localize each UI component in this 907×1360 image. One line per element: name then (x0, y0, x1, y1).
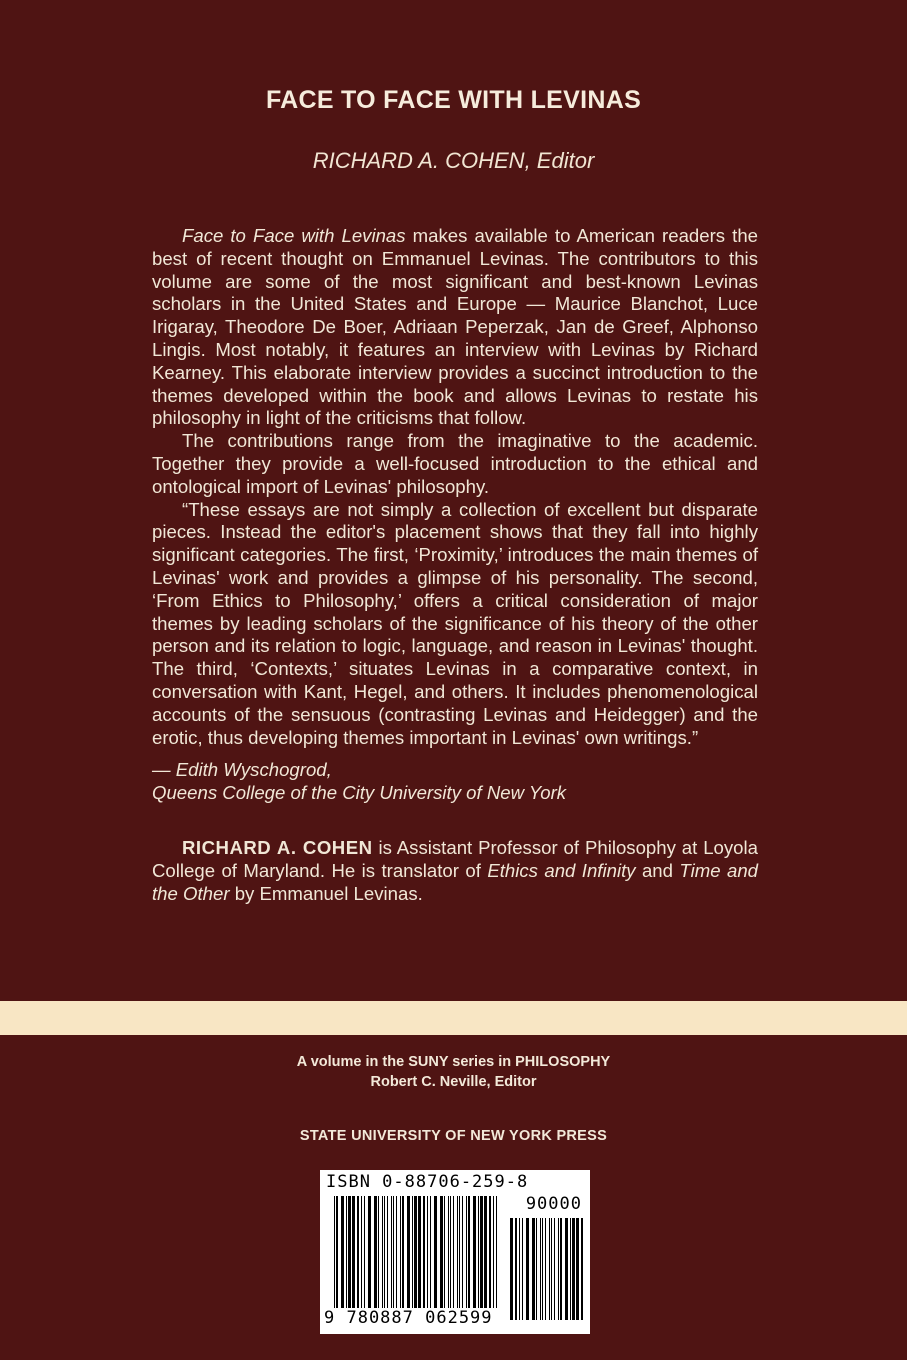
description-paragraph-1 (152, 225, 758, 430)
barcode-bar (453, 1196, 454, 1308)
barcode-bar (418, 1196, 421, 1308)
attribution-affiliation: Queens College of the City University of New York (152, 782, 567, 804)
barcode-bar (515, 1218, 517, 1320)
bio-name: RICHARD A. COHEN (182, 836, 373, 858)
barcode-bar (496, 1196, 497, 1308)
description-text-1: makes available to American readers the best of recent thought on Emmanuel Levinas. The contributors to this volume are some of the most significant and best-known Levinas scholars in the United States and Europe — Maurice Blanchot, Luce Irigaray, Theodore De Boer, Adriaan Peperzak, Jan de Greef, Alphonso Lingis. Most notably, it features an interview with Levinas by Richard Kearney. This elaborate interview provides a succinct introduction to the themes developed within the book and allows Levinas to restate his philosophy in light of the criticisms that follow. (152, 225, 759, 429)
price-code: 90000 (525, 1194, 582, 1214)
editor-role: Editor (530, 148, 595, 173)
barcode-bar (493, 1196, 494, 1308)
editor-name: RICHARD A. COHEN, (312, 148, 531, 173)
barcode-bar (532, 1218, 535, 1320)
barcode-bar (489, 1196, 491, 1308)
bio-text-1: is Assistant Professor of Philosophy at Loyola College of Maryland. He is translator of (152, 836, 758, 881)
ean-number: 9 780887 062599 (324, 1308, 493, 1328)
barcode-bar (522, 1218, 523, 1320)
barcode (320, 1170, 590, 1334)
barcode-bar (357, 1196, 359, 1308)
barcode-bar (341, 1196, 344, 1308)
barcode-bar (364, 1196, 365, 1308)
barcode-bar (414, 1196, 417, 1308)
barcode-bar (581, 1218, 583, 1320)
barcode-bar (444, 1196, 445, 1308)
barcode-bar (334, 1196, 335, 1308)
barcode-bar (396, 1196, 397, 1308)
barcode-bar (457, 1196, 458, 1308)
attribution-name: — Edith Wyschogrod, (152, 759, 332, 781)
bio-text-3: by Emmanuel Levinas. (229, 882, 423, 904)
barcode-bar (384, 1196, 385, 1308)
barcode-bar (560, 1218, 562, 1320)
barcode-bar (526, 1218, 529, 1320)
barcode-bar (368, 1196, 371, 1308)
series-editor: Robert C. Neville, Editor (370, 1074, 537, 1090)
barcode-bar (459, 1196, 460, 1308)
barcode-bar (510, 1218, 513, 1320)
series-info (0, 1052, 907, 1092)
barcode-bar (423, 1196, 425, 1308)
barcode-bar (361, 1196, 362, 1308)
quote-attribution (152, 759, 758, 805)
barcode-bar (572, 1218, 575, 1320)
barcode-bar (519, 1218, 520, 1320)
editor-credit (0, 148, 907, 174)
barcode-bar (382, 1196, 383, 1308)
review-quote: “These essays are not simply a collection of excellent but disparate pieces. Instead the editor's placement shows that they fall into highly significant categories. The first, ‘Proximity,’ introduces the main themes of Levinas' work and provides a glimpse of his personality. The second, ‘From Ethics to Philosophy,’ offers a critical consideration of major themes by leading scholars of the significance of his theory of the other person and its relation to logic, language, and reason in Levinas' thought. The third, ‘Contexts,’ situates Levinas in a comparative context, in conversation with Kant, Hegel, and others. It includes phenomenological accounts of the sensuous (contrasting Levinas and Heidegger) and the erotic, thus developing themes important in Levinas' own writings.” (152, 498, 758, 748)
barcode-bar (430, 1196, 431, 1308)
barcode-bar (554, 1218, 555, 1320)
barcode-bar (450, 1196, 451, 1308)
barcode-bar (536, 1218, 537, 1320)
description-paragraph-2: The contributions range from the imaginative to the academic. Together they provide a well-focused introduction to the ethical and ontological import of Levinas' philosophy. (152, 430, 758, 497)
isbn-label: ISBN 0-88706-259-8 (326, 1172, 529, 1192)
decorative-band (0, 1001, 907, 1035)
series-line: A volume in the SUNY series in PHILOSOPHY (296, 1054, 611, 1070)
barcode-bar (407, 1196, 410, 1308)
barcode-bar (336, 1196, 338, 1308)
barcode-bar (478, 1196, 479, 1308)
barcode-bar (565, 1218, 568, 1320)
barcode-bar (448, 1196, 449, 1308)
barcode-bar (480, 1196, 483, 1308)
barcode-bar (374, 1196, 377, 1308)
barcode-bar (352, 1196, 355, 1308)
barcode-bar (576, 1218, 579, 1320)
barcode-bar (391, 1196, 392, 1308)
barcode-bar (378, 1196, 379, 1308)
barcode-bar (570, 1218, 571, 1320)
barcode-bar (412, 1196, 413, 1308)
bio-book-2: Time and the Other (152, 859, 758, 904)
bio-text-2: and (635, 859, 680, 881)
barcode-bar (551, 1218, 552, 1320)
barcode-bar (400, 1196, 401, 1308)
barcode-bar (466, 1196, 467, 1308)
barcode-bar (549, 1218, 550, 1320)
description (152, 225, 758, 905)
barcode-bar (558, 1218, 559, 1320)
barcode-bar (462, 1196, 463, 1308)
barcode-bar (540, 1218, 541, 1320)
bio-book-1: Ethics and Infinity (487, 859, 636, 881)
barcode-bar (346, 1196, 347, 1308)
publisher: STATE UNIVERSITY OF NEW YORK PRESS (299, 1128, 608, 1144)
barcode-bar (393, 1196, 394, 1308)
barcode-bar (468, 1196, 470, 1308)
barcode-bar (545, 1218, 546, 1320)
barcode-bar (484, 1196, 487, 1308)
barcode-bar (542, 1218, 543, 1320)
barcode-bar (348, 1196, 351, 1308)
barcode-bar (427, 1196, 428, 1308)
book-title: FACE TO FACE WITH LEVINAS (265, 86, 642, 114)
barcode-bar (440, 1196, 443, 1308)
barcode-bar (473, 1196, 476, 1308)
barcode-bar (434, 1196, 437, 1308)
barcode-bar (387, 1196, 388, 1308)
book-title-inline: Face to Face with Levinas (182, 225, 406, 246)
editor-bio (152, 837, 758, 905)
barcode-bar (402, 1196, 404, 1308)
